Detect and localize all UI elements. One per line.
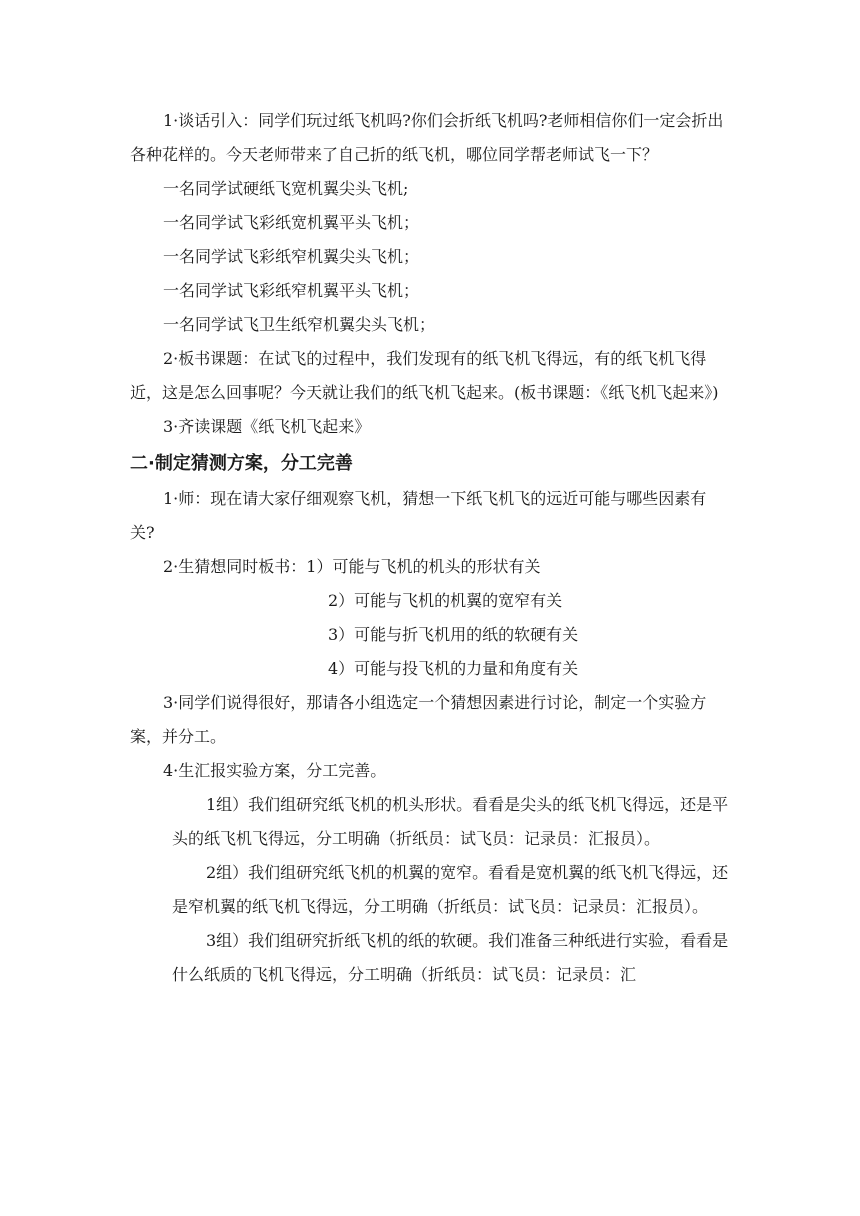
trial-line: 一名同学试飞彩纸宽机翼平头飞机； xyxy=(163,213,420,232)
guess-line: 4）可能与投飞机的力量和角度有关 xyxy=(328,659,579,678)
trial-line: 一名同学试硬纸飞宽机翼尖头飞机; xyxy=(163,179,409,198)
group-report: 3组）我们组研究折纸飞机的纸的软硬。我们准备三种纸进行实验，看看是什么纸质的飞机飞得远，分工明确（折纸员：试飞员：记录员：汇 xyxy=(172,931,729,984)
section-paragraph-1: 1·师：现在请大家仔细观察飞机，猜想一下纸飞机飞的远近可能与哪些因素有关? xyxy=(130,489,707,542)
section-paragraph-4: 4·生汇报实验方案，分工完善。 xyxy=(163,761,387,780)
trial-line: 一名同学试飞彩纸窄机翼平头飞机； xyxy=(163,281,420,300)
guess-line: 3）可能与折飞机用的纸的软硬有关 xyxy=(328,625,579,644)
section-paragraph-2: 2·生猜想同时板书：1）可能与飞机的机头的形状有关 xyxy=(163,557,541,576)
document-body xyxy=(130,104,730,992)
intro-paragraph-3: 3·齐读课题《纸飞机飞起来》 xyxy=(163,417,371,436)
section-paragraph-3: 3·同学们说得很好，那请各小组选定一个猜想因素进行讨论，制定一个实验方案，并分工。 xyxy=(130,693,707,746)
group-report: 1组）我们组研究纸飞机的机头形状。看看是尖头的纸飞机飞得远，还是平头的纸飞机飞得远，分工明确（折纸员：试飞员：记录员：汇报员）。 xyxy=(172,795,729,848)
section-heading: 二·制定猜测方案，分工完善 xyxy=(130,453,353,474)
trial-line: 一名同学试飞卫生纸窄机翼尖头飞机； xyxy=(163,315,436,334)
group-report: 2组）我们组研究纸飞机的机翼的宽窄。看看是宽机翼的纸飞机飞得远，还是窄机翼的纸飞机飞得远，分工明确（折纸员：试飞员：记录员：汇报员）。 xyxy=(172,863,729,916)
guess-line: 2）可能与飞机的机翼的宽窄有关 xyxy=(328,591,563,610)
intro-paragraph-1: 1·谈话引入：同学们玩过纸飞机吗?你们会折纸飞机吗?老师相信你们一定会折出各种花样的。今天老师带来了自己折的纸飞机，哪位同学帮老师试飞一下？ xyxy=(130,111,724,164)
intro-paragraph-2: 2·板书课题：在试飞的过程中，我们发现有的纸飞机飞得远，有的纸飞机飞得近，这是怎么回事呢？今天就让我们的纸飞机飞起来。(板书课题：《纸飞机飞起来》) xyxy=(130,349,719,402)
trial-line: 一名同学试飞彩纸窄机翼尖头飞机； xyxy=(163,247,420,266)
